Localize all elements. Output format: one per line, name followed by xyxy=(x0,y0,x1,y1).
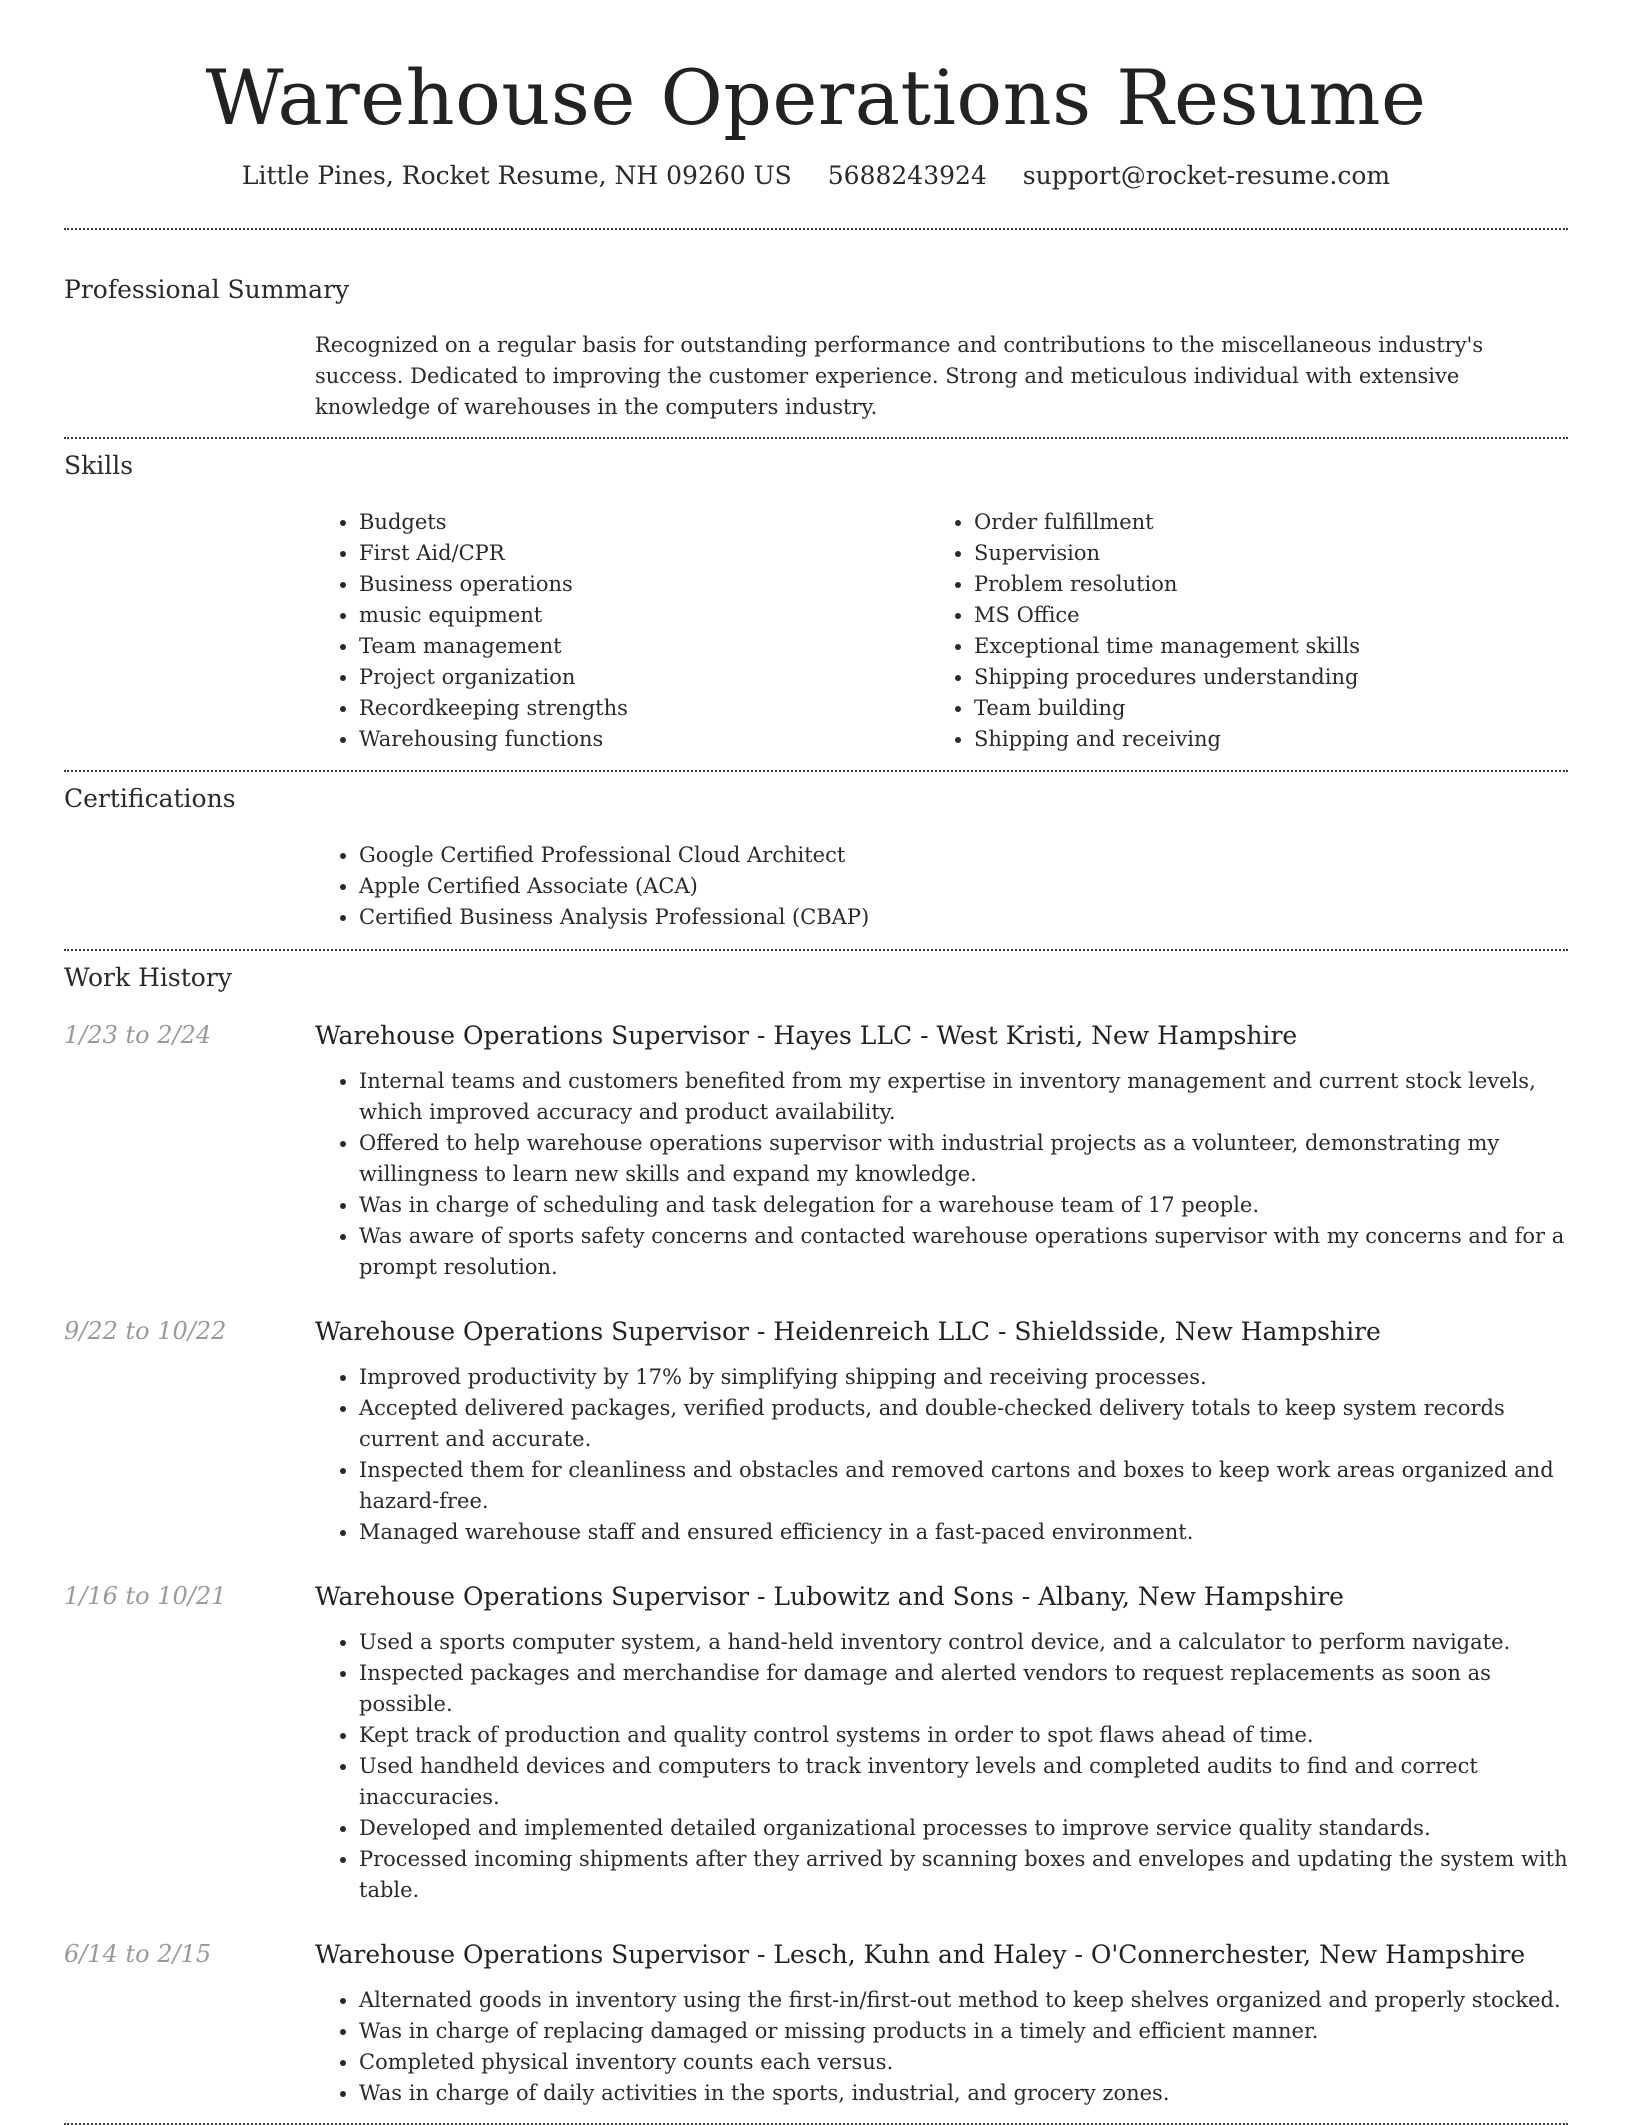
skill-item: • music equipment xyxy=(359,600,930,631)
skill-item: • First Aid/CPR xyxy=(359,538,930,569)
skill-item: • Warehousing functions xyxy=(359,724,930,755)
summary-section xyxy=(64,275,1568,423)
skill-item: • Order fulfillment xyxy=(974,507,1568,538)
resume-page xyxy=(64,0,1568,2125)
job-bullet: • Developed and implemented detailed organizational processes to improve service quality standards. xyxy=(359,1813,1568,1844)
certifications-heading: Certifications xyxy=(64,784,236,814)
skills-heading: Skills xyxy=(64,451,134,481)
skill-item: • MS Office xyxy=(974,600,1568,631)
certification-item: • Certified Business Analysis Professional (CBAP) xyxy=(359,902,1568,933)
skill-item: • Problem resolution xyxy=(974,569,1568,600)
skills-grid xyxy=(315,507,1568,755)
certifications-block xyxy=(315,840,1568,933)
section-divider xyxy=(64,437,1568,439)
skill-item: • Shipping procedures understanding xyxy=(974,662,1568,693)
job-bullet: • Completed physical inventory counts each versus. xyxy=(359,2047,1568,2078)
job-heading: Warehouse Operations Supervisor - Lubowitz and Sons - Albany, New Hampshire xyxy=(315,1582,1344,1612)
summary-text: Recognized on a regular basis for outstanding performance and contributions to the miscellaneous industry's success. Dedicated to improving the customer experience. Strong and meticulous individual with extensive knowledge of warehouses in the computers industry. xyxy=(315,333,1484,420)
job-bullet: • Offered to help warehouse operations supervisor with industrial projects as a volunteer, demonstrating my willingness to learn new skills and expand my knowledge. xyxy=(359,1128,1568,1190)
job-bullet: • Accepted delivered packages, verified products, and double-checked delivery totals to keep system records current and accurate. xyxy=(359,1393,1568,1455)
work-history-heading: Work History xyxy=(64,963,232,993)
section-divider xyxy=(64,228,1568,230)
work-history-section xyxy=(64,963,1568,2109)
job-bullet: • Improved productivity by 17% by simplifying shipping and receiving processes. xyxy=(359,1362,1568,1393)
job-bullet: • Was in charge of daily activities in the sports, industrial, and grocery zones. xyxy=(359,2078,1568,2109)
job-bullet: • Used a sports computer system, a hand-held inventory control device, and a calculator to perform navigate. xyxy=(359,1627,1568,1658)
certification-item: • Google Certified Professional Cloud Architect xyxy=(359,840,1568,871)
contact-phone: 5688243924 xyxy=(827,161,987,191)
job-bullet: • Inspected packages and merchandise for damage and alerted vendors to request replacements as soon as possible. xyxy=(359,1658,1568,1720)
job-heading: Warehouse Operations Supervisor - Hayes LLC - West Kristi, New Hampshire xyxy=(315,1021,1298,1051)
certifications-list xyxy=(315,840,1568,933)
job-bullet: • Internal teams and customers benefited from my expertise in inventory management and current stock levels, which improved accuracy and product availability. xyxy=(359,1066,1568,1128)
certification-item: • Apple Certified Associate (ACA) xyxy=(359,871,1568,902)
skill-item: • Recordkeeping strengths xyxy=(359,693,930,724)
skills-list-left xyxy=(315,507,930,755)
job-bullet: • Was in charge of scheduling and task delegation for a warehouse team of 17 people. xyxy=(359,1190,1568,1221)
job-bullet: • Managed warehouse staff and ensured efficiency in a fast-paced environment. xyxy=(359,1517,1568,1548)
job-heading: Warehouse Operations Supervisor - Lesch, Kuhn and Haley - O'Connerchester, New Hampshire xyxy=(315,1940,1526,1970)
skill-item: • Shipping and receiving xyxy=(974,724,1568,755)
job-bullet: • Kept track of production and quality control systems in order to spot flaws ahead of time. xyxy=(359,1720,1568,1751)
section-divider xyxy=(64,949,1568,951)
job-bullets xyxy=(315,1066,1568,1283)
skill-item: • Business operations xyxy=(359,569,930,600)
skill-item: • Team building xyxy=(974,693,1568,724)
job-bullet: • Used handheld devices and computers to track inventory levels and completed audits to find and correct inaccuracies. xyxy=(359,1751,1568,1813)
job-entry xyxy=(64,1940,1568,2109)
job-heading: Warehouse Operations Supervisor - Heidenreich LLC - Shieldsside, New Hampshire xyxy=(315,1317,1381,1347)
job-dates: 1/23 to 2/24 xyxy=(64,1021,212,1050)
job-bullets xyxy=(315,1362,1568,1548)
contact-email: support@rocket-resume.com xyxy=(1022,161,1391,191)
section-divider xyxy=(64,770,1568,772)
job-entry xyxy=(64,1582,1568,1906)
skill-item: • Supervision xyxy=(974,538,1568,569)
certifications-section xyxy=(64,784,1568,933)
contact-address: Little Pines, Rocket Resume, NH 09260 US xyxy=(241,161,792,191)
job-dates: 9/22 to 10/22 xyxy=(64,1317,227,1346)
resume-title: Warehouse Operations Resume xyxy=(205,53,1427,142)
skills-list-right xyxy=(930,507,1568,755)
skill-item: • Exceptional time management skills xyxy=(974,631,1568,662)
job-entry xyxy=(64,1021,1568,1283)
job-bullet: • Alternated goods in inventory using the first-in/first-out method to keep shelves organized and properly stocked. xyxy=(359,1985,1568,2016)
skill-item: • Project organization xyxy=(359,662,930,693)
job-bullets xyxy=(315,1985,1568,2109)
skills-section xyxy=(64,451,1568,755)
summary-heading: Professional Summary xyxy=(64,275,350,305)
skill-item: • Team management xyxy=(359,631,930,662)
job-dates: 1/16 to 10/21 xyxy=(64,1582,227,1611)
job-bullet: • Was aware of sports safety concerns and contacted warehouse operations supervisor with my concerns and for a prompt resolution. xyxy=(359,1221,1568,1283)
job-bullets xyxy=(315,1627,1568,1906)
job-dates: 6/14 to 2/15 xyxy=(64,1940,212,1969)
job-bullet: • Processed incoming shipments after they arrived by scanning boxes and envelopes and updating the system with table. xyxy=(359,1844,1568,1906)
job-bullet: • Inspected them for cleanliness and obstacles and removed cartons and boxes to keep work areas organized and hazard-free. xyxy=(359,1455,1568,1517)
skill-item: • Budgets xyxy=(359,507,930,538)
contact-line xyxy=(64,161,1568,190)
job-bullet: • Was in charge of replacing damaged or missing products in a timely and efficient manner. xyxy=(359,2016,1568,2047)
job-entry xyxy=(64,1317,1568,1548)
